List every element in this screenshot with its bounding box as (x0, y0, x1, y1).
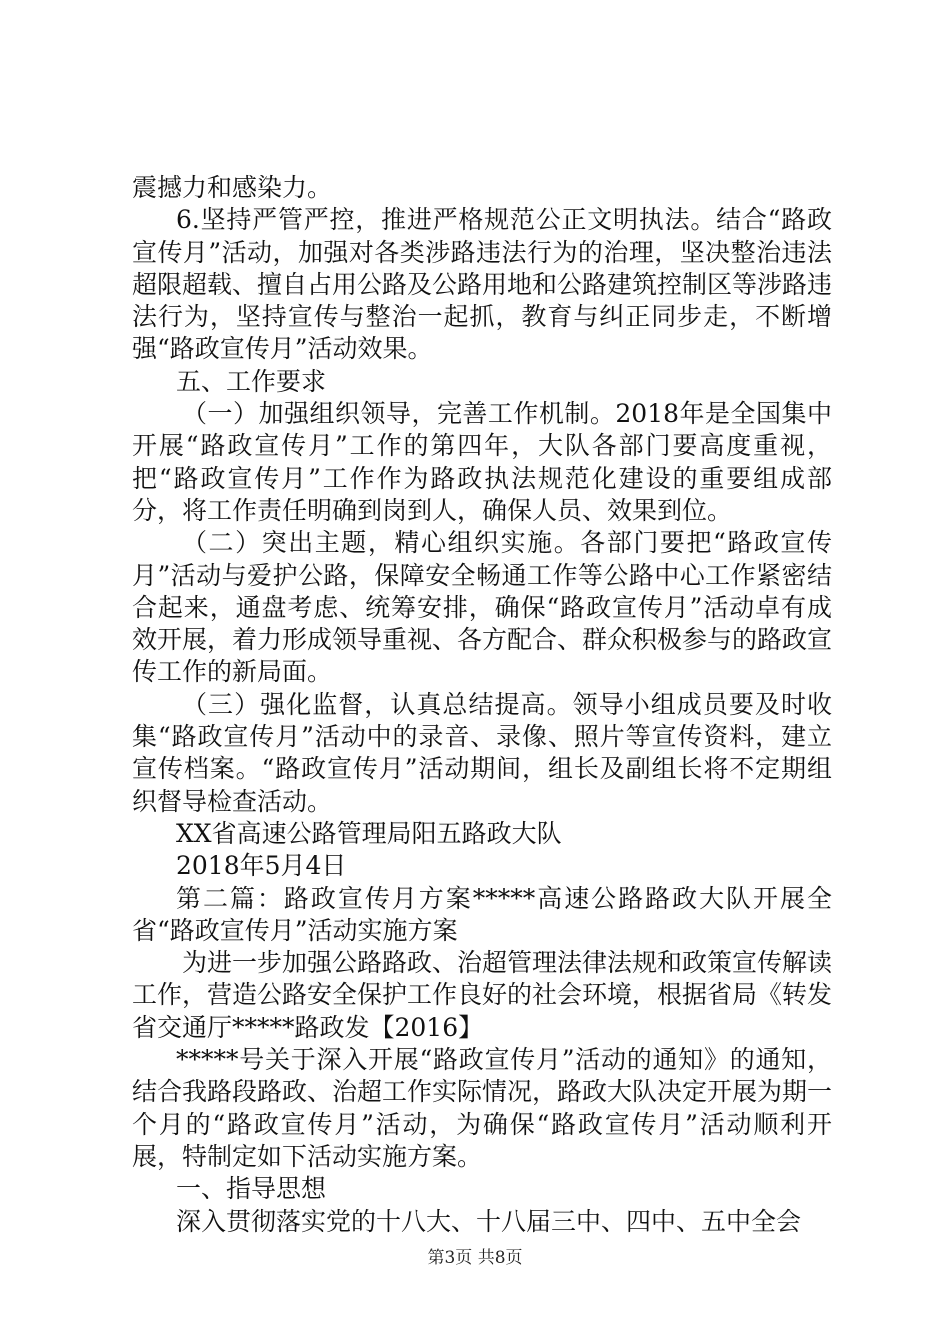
paragraph-item-6: 6.坚持严管严控，推进严格规范公正文明执法。结合“路政宣传月”活动，加强对各类涉路违法行为的治理，坚决整治违法超限超载、擅自占用公路及公路用地和公路建筑控制区等涉路违法行为，坚持宣传与整治一起抓，教育与纠正同步走，不断增强“路政宣传月”活动效果。 (132, 205, 833, 364)
chapter-title-part-2: 第二篇：路政宣传月方案*****高速公路路政大队开展全省“路政宣传月”活动实施方案 (132, 883, 832, 945)
paragraph-intro: 为进一步加强公路路政、治超管理法律法规和政策宣传解读工作，营造公路安全保护工作良好的社会环境，根据省局《转发省交通厅*****路政发【2016】 (132, 948, 833, 1042)
page-number-indicator: 第3页 共8页 (427, 1248, 523, 1268)
signature-date: 2018年5月4日 (176, 851, 347, 881)
signature-organization: XX省高速公路管理局阳五路政大队 (176, 818, 562, 848)
document-body (132, 172, 832, 1238)
page-footer (0, 1243, 950, 1268)
paragraph-requirement-3: （三）强化监督，认真总结提高。领导小组成员要及时收集“路政宣传月”活动中的录音、录像、照片等宣传资料，建立宣传档案。“路政宣传月”活动期间，组长及副组长将不定期组织督导检查活动。 (132, 689, 832, 816)
paragraph-requirement-2: （二）突出主题，精心组织实施。各部门要把“路政宣传月”活动与爱护公路，保障安全畅通工作等公路中心工作紧密结合起来，通盘考虑、统筹安排，确保“路政宣传月”活动卓有成效开展，着力形成领导重视、各方配合、群众积极参与的路政宣传工作的新局面。 (132, 528, 833, 687)
paragraph-intro-continued: *****号关于深入开展“路政宣传月”活动的通知》的通知，结合我路段路政、治超工作实际情况，路政大队决定开展为期一个月的“路政宣传月”活动，为确保“路政宣传月”活动顺利开展，特制定如下活动实施方案。 (132, 1045, 833, 1171)
paragraph-guiding-ideology: 深入贯彻落实党的十八大、十八届三中、四中、五中全会 (176, 1206, 802, 1236)
paragraph-continuation: 震撼力和感染力。 (132, 173, 333, 202)
section-heading-guiding-ideology: 一、指导思想 (176, 1174, 327, 1204)
section-heading-work-requirements: 五、工作要求 (176, 366, 327, 396)
paragraph-requirement-1: （一）加强组织领导，完善工作机制。2018年是全国集中开展“路政宣传月”工作的第四年，大队各部门要高度重视，把“路政宣传月”工作作为路政执法规范化建设的重要组成部分，将工作责任明确到岗到人，确保人员、效果到位。 (132, 399, 832, 525)
